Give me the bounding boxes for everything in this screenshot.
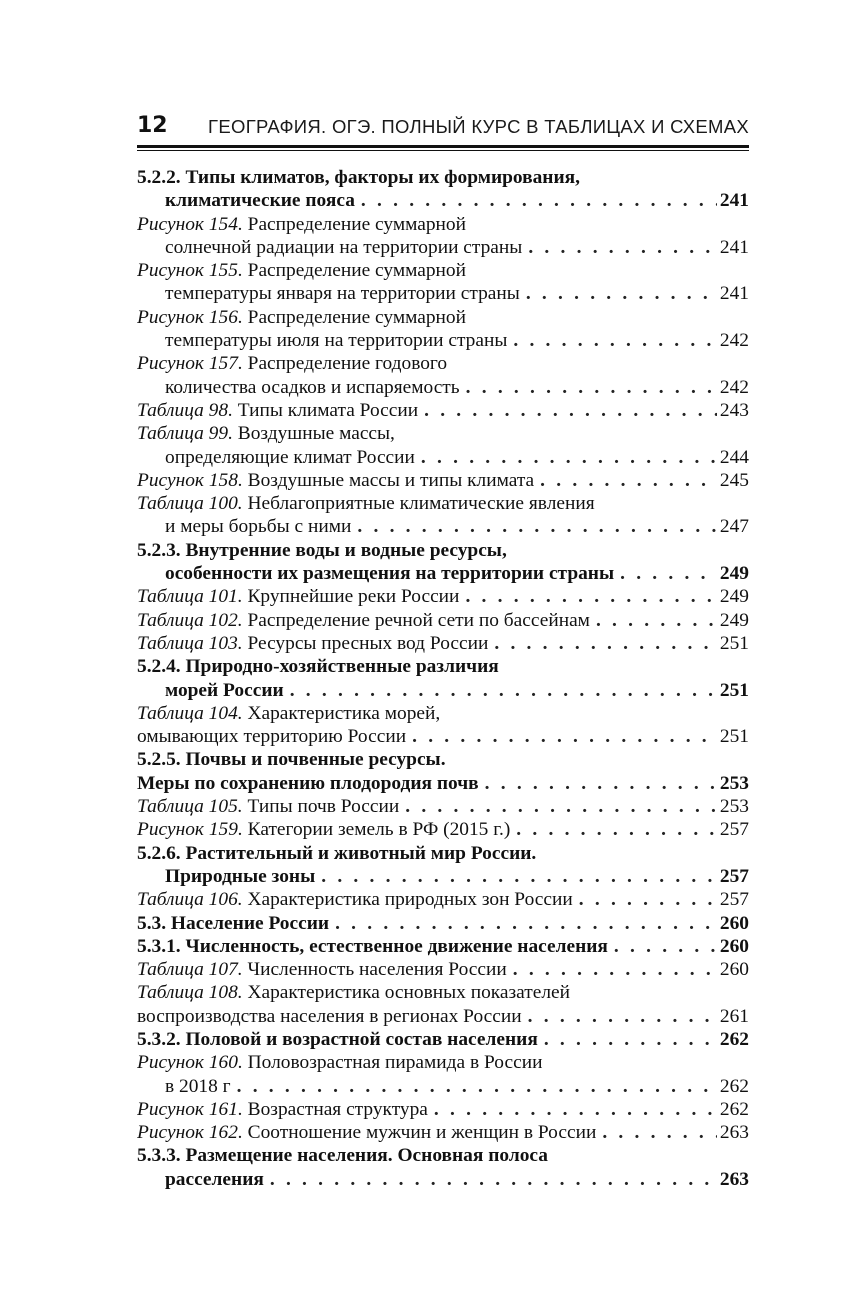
dot-leader [602,1121,717,1144]
toc-entry-line [137,1051,749,1074]
toc-page-number: 241 [719,283,749,305]
toc-entry-line [137,632,749,655]
toc-page-number: 242 [719,376,749,398]
toc-page-number: 249 [719,609,749,631]
toc-entry-text: Численность населения России [247,959,507,981]
page-number: 12 [137,113,168,138]
dot-leader [421,446,717,469]
toc-page-number: 262 [719,1098,749,1120]
toc-entry-line [137,1075,749,1098]
toc-section-line [137,842,749,865]
toc-section-line [137,1144,749,1167]
running-title: ГЕОГРАФИЯ. ОГЭ. ПОЛНЫЙ КУРС В ТАБЛИЦАХ И СХЕМАХ [208,116,749,137]
toc-entry-text: температуры января на территории страны [165,283,520,305]
toc-entry-text: Соотношение мужчин и женщин в России [247,1122,597,1144]
toc-entry-text: 5.2.3. Внутренние воды и водные ресурсы, [137,539,507,561]
dot-leader [516,818,717,841]
toc-section-line [137,562,749,585]
toc-section-line [137,748,749,771]
toc-entry-label: Таблица 98. [137,399,233,421]
dot-leader [405,795,717,818]
toc-entry-text: Воздушные массы, [237,423,395,445]
toc-page-number: 249 [719,586,749,608]
toc-entry-text: Распределение суммарной [247,213,466,235]
toc-entry-text: Ресурсы пресных вод России [247,632,489,654]
toc-entry-line [137,282,749,305]
dot-leader [494,632,717,655]
toc-entry-label: Таблица 101. [137,586,243,608]
toc-entry-label: Рисунок 161. [137,1098,243,1120]
toc-page-number: 251 [719,726,749,748]
dot-leader [321,865,717,888]
dot-leader [620,562,717,585]
toc-entry-text: Природные зоны [165,865,316,887]
toc-entry-label: Рисунок 162. [137,1122,243,1144]
toc-entry-text: Воздушные массы и типы климата [247,469,535,491]
table-of-contents [137,166,749,1191]
dot-leader [465,585,716,608]
toc-entry-text: Распределение годового [247,353,448,375]
dot-leader [357,515,717,538]
toc-entry-text: Половозрастная пирамида в России [247,1052,543,1074]
dot-leader [528,1005,717,1028]
toc-entry-text: омывающих территорию России [137,726,407,748]
toc-entry-text: Типы почв России [247,796,400,818]
toc-entry-line [137,981,749,1004]
toc-entry-label: Таблица 108. [137,982,243,1004]
dot-leader [528,236,717,259]
toc-entry-text: 5.3. Население России [137,912,330,934]
toc-entry-line [137,469,749,492]
toc-entry-text: Распределение суммарной [247,260,466,282]
toc-entry-text: климатические пояса [165,190,355,212]
toc-entry-line [137,795,749,818]
toc-entry-label: Таблица 103. [137,632,243,654]
toc-entry-text: Меры по сохранению плодородия почв [137,772,479,794]
toc-section-line [137,679,749,702]
toc-page-number: 257 [719,865,749,887]
toc-entry-label: Таблица 100. [137,493,243,515]
toc-entry-text: Характеристика природных зон России [247,889,573,911]
toc-entry-line [137,446,749,469]
dot-leader [544,1028,717,1051]
toc-page-number: 253 [719,796,749,818]
toc-page-number: 244 [719,446,749,468]
header-rule-thin [137,150,749,151]
toc-entry-text: Распределение речной сети по бассейнам [247,609,590,631]
dot-leader [526,282,717,305]
toc-page-number: 260 [719,935,749,957]
toc-entry-line [137,1005,749,1028]
toc-entry-label: Таблица 107. [137,959,243,981]
toc-entry-label: Рисунок 155. [137,260,243,282]
dot-leader [335,912,717,935]
dot-leader [579,888,717,911]
toc-section-line [137,865,749,888]
toc-entry-text: воспроизводства населения в регионах России [137,1005,522,1027]
dot-leader [434,1098,717,1121]
toc-entry-label: Таблица 102. [137,609,243,631]
toc-entry-text: Крупнейшие реки России [247,586,460,608]
toc-entry-line [137,492,749,515]
toc-entry-text: 5.3.3. Размещение населения. Основная полоса [137,1145,548,1167]
toc-entry-text: 5.2.5. Почвы и почвенные ресурсы. [137,749,446,771]
dot-leader [466,376,717,399]
toc-entry-line [137,818,749,841]
toc-entry-text: Категории земель в РФ (2015 г.) [247,819,511,841]
toc-entry-line [137,515,749,538]
dot-leader [270,1168,717,1191]
toc-page-number: 243 [719,399,749,421]
toc-entry-text: 5.3.1. Численность, естественное движение населения [137,935,608,957]
dot-leader [412,725,717,748]
toc-entry-line [137,259,749,282]
toc-entry-line [137,376,749,399]
toc-section-line [137,935,749,958]
toc-entry-line [137,306,749,329]
dot-leader [596,609,717,632]
toc-section-line [137,1028,749,1051]
toc-page-number: 241 [719,190,749,212]
dot-leader [513,329,717,352]
toc-entry-text: количества осадков и испаряемость [165,376,460,398]
toc-page-number: 241 [719,236,749,258]
toc-entry-text: морей России [165,679,284,701]
toc-page-number: 261 [719,1005,749,1027]
toc-entry-text: солнечной радиации на территории страны [165,236,523,258]
running-header [137,112,749,144]
toc-entry-text: Распределение суммарной [247,306,466,328]
toc-entry-label: Рисунок 160. [137,1052,243,1074]
toc-entry-text: Характеристика морей, [247,702,441,724]
toc-page-number: 257 [719,819,749,841]
toc-entry-text: температуры июля на территории страны [165,330,508,352]
toc-section-line [137,772,749,795]
toc-entry-text: 5.2.2. Типы климатов, факторы их формирования, [137,167,580,188]
toc-section-line [137,912,749,935]
toc-entry-label: Рисунок 157. [137,353,243,375]
dot-leader [237,1075,717,1098]
toc-page-number: 242 [719,330,749,352]
toc-entry-text: расселения [165,1168,264,1190]
toc-entry-line [137,609,749,632]
toc-entry-label: Таблица 106. [137,889,243,911]
dot-leader [513,958,717,981]
dot-leader [485,772,717,795]
dot-leader [361,189,717,212]
toc-entry-label: Рисунок 158. [137,469,243,491]
toc-page-number: 245 [719,469,749,491]
dot-leader [540,469,717,492]
toc-entry-line [137,1121,749,1144]
toc-page-number: 263 [719,1168,749,1190]
toc-entry-text: 5.2.6. Растительный и животный мир России. [137,842,537,864]
toc-entry-label: Рисунок 154. [137,213,243,235]
toc-entry-line [137,888,749,911]
toc-entry-text: Типы климата России [237,399,419,421]
toc-entry-line [137,329,749,352]
toc-section-line [137,655,749,678]
toc-page-number: 257 [719,889,749,911]
toc-entry-text: Характеристика основных показателей [247,982,571,1004]
toc-entry-line [137,236,749,259]
toc-page-number: 253 [719,772,749,794]
toc-entry-label: Рисунок 159. [137,819,243,841]
toc-page-number: 251 [719,632,749,654]
toc-section-line [137,166,749,189]
toc-entry-line [137,958,749,981]
toc-entry-text: и меры борьбы с ними [165,516,352,538]
toc-section-line [137,539,749,562]
toc-entry-text: Возрастная структура [247,1098,428,1120]
toc-page-number: 262 [719,1075,749,1097]
toc-entry-line [137,585,749,608]
toc-entry-text: в 2018 г [165,1075,231,1097]
toc-entry-text: Неблагоприятные климатические явления [247,493,595,515]
toc-page-number: 260 [719,912,749,934]
toc-entry-label: Таблица 105. [137,796,243,818]
toc-section-line [137,189,749,212]
toc-page-number: 263 [719,1122,749,1144]
toc-section-line [137,1168,749,1191]
toc-entry-line [137,422,749,445]
toc-entry-label: Таблица 99. [137,423,233,445]
toc-entry-text: особенности их размещения на территории страны [165,563,615,585]
toc-entry-line [137,399,749,422]
dot-leader [290,679,717,702]
toc-page-number: 251 [719,679,749,701]
dot-leader [424,399,717,422]
toc-entry-line [137,702,749,725]
toc-page-number: 247 [719,516,749,538]
toc-page-number: 260 [719,959,749,981]
toc-entry-label: Таблица 104. [137,702,243,724]
toc-entry-label: Рисунок 156. [137,306,243,328]
header-rule-thick [137,145,749,148]
toc-entry-line [137,352,749,375]
toc-entry-line [137,725,749,748]
toc-page-number: 262 [719,1028,749,1050]
toc-entry-line [137,1098,749,1121]
toc-page-number: 249 [719,563,749,585]
toc-entry-text: определяющие климат России [165,446,415,468]
toc-entry-text: 5.3.2. Половой и возрастной состав населения [137,1028,538,1050]
toc-entry-line [137,213,749,236]
toc-entry-text: 5.2.4. Природно-хозяйственные различия [137,656,499,678]
dot-leader [614,935,717,958]
